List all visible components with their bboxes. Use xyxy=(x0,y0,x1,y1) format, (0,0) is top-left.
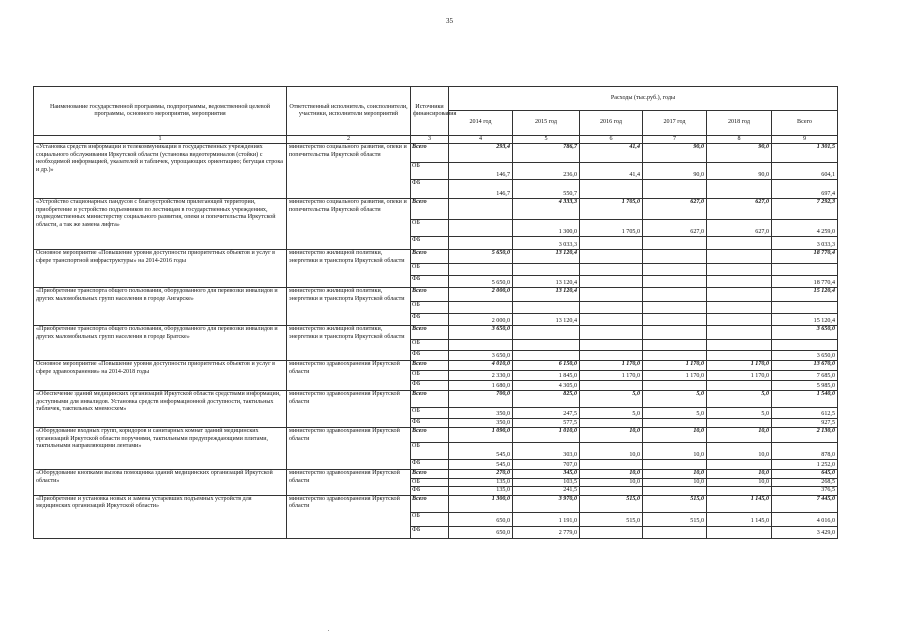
amount-cell: 135,0 xyxy=(449,478,513,486)
amount-cell: 1 845,0 xyxy=(513,371,580,381)
column-number: 9 xyxy=(772,136,838,144)
funding-source: ФБ xyxy=(411,314,449,326)
funding-source: Всего xyxy=(411,326,449,340)
amount-cell xyxy=(643,460,707,470)
amount-cell xyxy=(643,419,707,428)
amount-cell: 5 650,0 xyxy=(449,250,513,264)
expenditure-table xyxy=(33,86,838,539)
amount-cell xyxy=(643,326,707,340)
amount-cell: 350,0 xyxy=(449,408,513,419)
funding-source: ФБ xyxy=(411,526,449,538)
amount-cell: 41,4 xyxy=(580,163,643,180)
amount-cell: 90,0 xyxy=(643,163,707,180)
amount-cell xyxy=(643,340,707,351)
amount-cell: 550,7 xyxy=(513,180,580,199)
amount-cell xyxy=(580,460,643,470)
amount-cell xyxy=(707,460,772,470)
amount-cell: 3 033,3 xyxy=(513,237,580,250)
amount-cell: 1 252,0 xyxy=(772,460,838,470)
activity-name: «Приобретение транспорта общего пользования, оборудованного для перевозки инвалидов и других маломобильных групп населения в городе Братске» xyxy=(34,326,287,361)
amount-cell: 4 305,0 xyxy=(513,381,580,391)
amount-cell: 1 705,0 xyxy=(580,220,643,237)
amount-cell xyxy=(772,302,838,314)
activity-name: «Устройство стационарных пандусов с благоустройством прилегающей территории, приобретение и устройство подъемников по лестницам в государственных учреждениях, подведомственных министерству социального развития, опеки и попечительства Иркутской области, а так же замена лифта» xyxy=(34,199,287,250)
column-number: 1 xyxy=(34,136,287,144)
amount-cell xyxy=(449,340,513,351)
amount-cell xyxy=(580,326,643,340)
amount-cell: 786,7 xyxy=(513,144,580,163)
amount-cell: 15 120,4 xyxy=(772,288,838,302)
header-year: 2014 год xyxy=(449,111,513,136)
amount-cell xyxy=(707,314,772,326)
executor: министерство здравоохранения Иркутской области xyxy=(287,428,411,470)
amount-cell: 1 010,0 xyxy=(513,428,580,443)
amount-cell: 10,0 xyxy=(707,428,772,443)
amount-cell xyxy=(707,180,772,199)
amount-cell: 577,5 xyxy=(513,419,580,428)
executor: министерство здравоохранения Иркутской области xyxy=(287,470,411,495)
amount-cell: 7 685,0 xyxy=(772,371,838,381)
amount-cell xyxy=(513,302,580,314)
column-number: 5 xyxy=(513,136,580,144)
amount-cell xyxy=(449,220,513,237)
amount-cell: 10,0 xyxy=(580,478,643,486)
amount-cell xyxy=(449,264,513,276)
executor: министерство жилищной политики, энергетики и транспорта Иркутской области xyxy=(287,326,411,361)
amount-cell: 135,0 xyxy=(449,487,513,495)
amount-cell: 545,0 xyxy=(449,460,513,470)
page-number: 35 xyxy=(446,17,453,25)
amount-cell: 13 120,4 xyxy=(513,288,580,302)
amount-cell: 1 090,0 xyxy=(449,428,513,443)
amount-cell: 545,0 xyxy=(449,443,513,460)
table-row xyxy=(34,250,838,264)
header-name: Наименование государственной программы, подпрограммы, ведомственной целевой программы, основного мероприятия, мероприятия xyxy=(34,87,287,136)
header-year: 2015 год xyxy=(513,111,580,136)
amount-cell xyxy=(580,276,643,288)
amount-cell xyxy=(707,250,772,264)
executor: министерство социального развития, опеки и попечительства Иркутской области xyxy=(287,199,411,250)
amount-cell: 13 120,4 xyxy=(513,276,580,288)
amount-cell xyxy=(643,264,707,276)
funding-source: ФБ xyxy=(411,419,449,428)
header-executor: Ответственный исполнитель, соисполнители, участники, исполнители мероприятий xyxy=(287,87,411,136)
amount-cell xyxy=(580,340,643,351)
amount-cell xyxy=(513,351,580,361)
activity-name: «Обеспечение зданий медицинских организаций Иркутской области средствами информации, доступными для инвалидов. Установка средств информационной доступности, тактильных табличек, тактильных мнемосхем» xyxy=(34,391,287,428)
amount-cell: 7 292,3 xyxy=(772,199,838,220)
activity-name: «Приобретение и установка новых и замена устаревших подъемных устройств для медицинских организаций Иркутской области» xyxy=(34,495,287,538)
amount-cell xyxy=(580,288,643,302)
amount-cell: 1 170,0 xyxy=(580,371,643,381)
amount-cell: 6 150,0 xyxy=(513,361,580,371)
amount-cell: 515,0 xyxy=(643,495,707,512)
amount-cell xyxy=(580,250,643,264)
column-number: 8 xyxy=(707,136,772,144)
amount-cell xyxy=(707,302,772,314)
amount-cell: 10,0 xyxy=(643,478,707,486)
scan-speck xyxy=(328,630,329,631)
amount-cell: 3 650,0 xyxy=(772,326,838,340)
amount-cell: 18 770,4 xyxy=(772,276,838,288)
executor: министерство здравоохранения Иркутской области xyxy=(287,391,411,428)
amount-cell: 3 650,0 xyxy=(449,326,513,340)
amount-cell: 1 191,0 xyxy=(513,512,580,526)
amount-cell xyxy=(580,381,643,391)
amount-cell: 241,5 xyxy=(513,487,580,495)
amount-cell: 1 170,0 xyxy=(643,361,707,371)
funding-source: ОБ xyxy=(411,512,449,526)
header-year: 2018 год xyxy=(707,111,772,136)
amount-cell: 700,0 xyxy=(449,391,513,408)
amount-cell xyxy=(580,180,643,199)
amount-cell: 604,1 xyxy=(772,163,838,180)
amount-cell: 13 670,0 xyxy=(772,361,838,371)
table-row xyxy=(34,428,838,443)
amount-cell: 376,5 xyxy=(772,487,838,495)
amount-cell xyxy=(707,340,772,351)
amount-cell xyxy=(643,237,707,250)
amount-cell: 10,0 xyxy=(643,443,707,460)
amount-cell: 10,0 xyxy=(580,443,643,460)
funding-source: ОБ xyxy=(411,163,449,180)
amount-cell: 10,0 xyxy=(707,478,772,486)
amount-cell: 10,0 xyxy=(580,428,643,443)
funding-source: ФБ xyxy=(411,276,449,288)
amount-cell: 5,0 xyxy=(707,408,772,419)
amount-cell xyxy=(643,487,707,495)
amount-cell: 2 779,0 xyxy=(513,526,580,538)
amount-cell xyxy=(513,340,580,351)
executor: министерство жилищной политики, энергетики и транспорта Иркутской области xyxy=(287,288,411,326)
amount-cell: 650,0 xyxy=(449,512,513,526)
amount-cell xyxy=(580,302,643,314)
header-expenses: Расходы (тыс.руб.), годы xyxy=(449,87,838,111)
amount-cell: 515,0 xyxy=(643,512,707,526)
header-year: 2017 год xyxy=(643,111,707,136)
column-number: 6 xyxy=(580,136,643,144)
amount-cell xyxy=(707,419,772,428)
funding-source: ФБ xyxy=(411,460,449,470)
amount-cell: 1 170,0 xyxy=(707,371,772,381)
funding-source: ФБ xyxy=(411,237,449,250)
executor: министерство социального развития, опеки и попечительства Иркутской области xyxy=(287,144,411,199)
amount-cell: 5,0 xyxy=(707,391,772,408)
amount-cell: 5,0 xyxy=(643,391,707,408)
amount-cell: 5 650,0 xyxy=(449,276,513,288)
header-source: Источники финансирования xyxy=(411,87,449,136)
amount-cell: 4 016,0 xyxy=(772,512,838,526)
amount-cell: 1 170,0 xyxy=(580,361,643,371)
table-row xyxy=(34,144,838,163)
activity-name: «Установка средств информации и телекоммуникации в государственных учреждениях социального обслуживания Иркутской области (установка видеотерминалов (стойки) с необходимой информацией, указателей и табличек, упрощающих ориентацию; бегущая строка и др.)» xyxy=(34,144,287,199)
executor: министерство жилищной политики, энергетики и транспорта Иркутской области xyxy=(287,250,411,288)
amount-cell: 5,0 xyxy=(580,408,643,419)
executor: министерство здравоохранения Иркутской области xyxy=(287,495,411,538)
amount-cell: 627,0 xyxy=(643,199,707,220)
amount-cell: 7 445,0 xyxy=(772,495,838,512)
table-row xyxy=(34,495,838,512)
header-year: 2016 год xyxy=(580,111,643,136)
amount-cell xyxy=(643,381,707,391)
amount-cell: 236,0 xyxy=(513,163,580,180)
amount-cell xyxy=(707,381,772,391)
header-year: Всего xyxy=(772,111,838,136)
amount-cell: 10,0 xyxy=(707,443,772,460)
amount-cell: 18 770,4 xyxy=(772,250,838,264)
funding-source: Всего xyxy=(411,144,449,163)
funding-source: ОБ xyxy=(411,302,449,314)
amount-cell: 627,0 xyxy=(707,199,772,220)
amount-cell: 4 010,0 xyxy=(449,361,513,371)
amount-cell: 2 000,0 xyxy=(449,314,513,326)
amount-cell: 4 259,0 xyxy=(772,220,838,237)
activity-name: «Оборудование кнопками вызова помощника зданий медицинских организаций Иркутской области» xyxy=(34,470,287,495)
amount-cell: 1 680,0 xyxy=(449,381,513,391)
amount-cell: 10,0 xyxy=(707,470,772,478)
funding-source: ОБ xyxy=(411,264,449,276)
amount-cell: 4 333,3 xyxy=(513,199,580,220)
amount-cell: 350,0 xyxy=(449,419,513,428)
funding-source: ОБ xyxy=(411,408,449,419)
amount-cell xyxy=(707,351,772,361)
amount-cell: 515,0 xyxy=(580,495,643,512)
amount-cell xyxy=(643,351,707,361)
amount-cell xyxy=(772,340,838,351)
activity-name: «Оборудование входных групп, коридоров и санитарных комнат зданий медицинских организаций Иркутской области поручнями, тактильными предупреждающими плитами, тактильными направляющими лентами» xyxy=(34,428,287,470)
amount-cell xyxy=(643,526,707,538)
amount-cell: 2 330,0 xyxy=(449,371,513,381)
funding-source: Всего xyxy=(411,199,449,220)
amount-cell: 3 429,0 xyxy=(772,526,838,538)
amount-cell: 1 145,0 xyxy=(707,512,772,526)
amount-cell xyxy=(643,250,707,264)
amount-cell xyxy=(772,264,838,276)
amount-cell: 650,0 xyxy=(449,526,513,538)
amount-cell: 3 650,0 xyxy=(449,351,513,361)
amount-cell: 1 145,0 xyxy=(707,495,772,512)
amount-cell: 13 120,4 xyxy=(513,250,580,264)
amount-cell: 146,7 xyxy=(449,163,513,180)
amount-cell xyxy=(643,302,707,314)
table-row xyxy=(34,361,838,371)
amount-cell: 268,5 xyxy=(772,478,838,486)
table-row xyxy=(34,199,838,220)
amount-cell: 707,0 xyxy=(513,460,580,470)
amount-cell: 3 970,0 xyxy=(513,495,580,512)
amount-cell: 3 033,3 xyxy=(772,237,838,250)
amount-cell: 10,0 xyxy=(643,428,707,443)
table-row xyxy=(34,288,838,302)
amount-cell xyxy=(449,237,513,250)
amount-cell: 345,0 xyxy=(513,470,580,478)
amount-cell xyxy=(513,264,580,276)
funding-source: ОБ xyxy=(411,443,449,460)
funding-source: ОБ xyxy=(411,478,449,486)
amount-cell: 10,0 xyxy=(643,470,707,478)
amount-cell: 90,0 xyxy=(707,144,772,163)
amount-cell xyxy=(643,180,707,199)
amount-cell xyxy=(707,264,772,276)
amount-cell xyxy=(580,487,643,495)
amount-cell: 303,0 xyxy=(513,443,580,460)
amount-cell xyxy=(449,199,513,220)
amount-cell xyxy=(580,351,643,361)
amount-cell xyxy=(513,326,580,340)
amount-cell xyxy=(707,326,772,340)
funding-source: Всего xyxy=(411,288,449,302)
amount-cell: 627,0 xyxy=(707,220,772,237)
amount-cell: 5,0 xyxy=(580,391,643,408)
activity-name: «Приобретение транспорта общего пользования, оборудованного для перевозки инвалидов и других маломобильных групп населения в городе Ангарске» xyxy=(34,288,287,326)
funding-source: ОБ xyxy=(411,371,449,381)
funding-source: Всего xyxy=(411,428,449,443)
activity-name: Основное мероприятие «Повышение уровня доступности приоритетных объектов и услуг в сфере транспортной инфраструктуры» на 2014-2016 годы xyxy=(34,250,287,288)
amount-cell: 13 120,4 xyxy=(513,314,580,326)
amount-cell: 146,7 xyxy=(449,180,513,199)
amount-cell xyxy=(707,276,772,288)
amount-cell: 1 705,0 xyxy=(580,199,643,220)
amount-cell: 3 650,0 xyxy=(772,351,838,361)
amount-cell xyxy=(449,302,513,314)
column-number: 2 xyxy=(287,136,411,144)
amount-cell: 41,4 xyxy=(580,144,643,163)
funding-source: ОБ xyxy=(411,220,449,237)
funding-source: Всего xyxy=(411,470,449,478)
amount-cell: 1 170,0 xyxy=(707,361,772,371)
column-number: 3 xyxy=(411,136,449,144)
amount-cell: 1 540,0 xyxy=(772,391,838,408)
amount-cell: 15 120,4 xyxy=(772,314,838,326)
column-number: 7 xyxy=(643,136,707,144)
amount-cell: 247,5 xyxy=(513,408,580,419)
amount-cell xyxy=(580,419,643,428)
amount-cell: 2 000,0 xyxy=(449,288,513,302)
amount-cell: 612,5 xyxy=(772,408,838,419)
amount-cell: 825,0 xyxy=(513,391,580,408)
amount-cell: 10,0 xyxy=(580,470,643,478)
amount-cell: 5,0 xyxy=(643,408,707,419)
amount-cell xyxy=(707,288,772,302)
table-row xyxy=(34,470,838,478)
executor: министерство здравоохранения Иркутской области xyxy=(287,361,411,391)
amount-cell xyxy=(580,264,643,276)
amount-cell: 1 301,5 xyxy=(772,144,838,163)
amount-cell: 90,0 xyxy=(643,144,707,163)
amount-cell: 90,0 xyxy=(707,163,772,180)
amount-cell xyxy=(643,288,707,302)
amount-cell: 103,5 xyxy=(513,478,580,486)
amount-cell: 645,0 xyxy=(772,470,838,478)
table-row xyxy=(34,326,838,340)
funding-source: ФБ xyxy=(411,381,449,391)
amount-cell xyxy=(707,237,772,250)
funding-source: ФБ xyxy=(411,487,449,495)
amount-cell: 1 300,0 xyxy=(449,495,513,512)
amount-cell xyxy=(643,314,707,326)
funding-source: ФБ xyxy=(411,180,449,199)
table-row xyxy=(34,391,838,408)
amount-cell xyxy=(580,314,643,326)
amount-cell: 1 300,0 xyxy=(513,220,580,237)
funding-source: ФБ xyxy=(411,351,449,361)
funding-source: Всего xyxy=(411,391,449,408)
column-number: 4 xyxy=(449,136,513,144)
funding-source: Всего xyxy=(411,361,449,371)
amount-cell xyxy=(707,487,772,495)
amount-cell xyxy=(643,276,707,288)
amount-cell: 270,0 xyxy=(449,470,513,478)
amount-cell: 697,4 xyxy=(772,180,838,199)
amount-cell: 627,0 xyxy=(643,220,707,237)
amount-cell xyxy=(707,526,772,538)
activity-name: Основное мероприятие «Повышение уровня доступности приоритетных объектов и услуг в сфере здравоохранения» на 2014-2018 годы xyxy=(34,361,287,391)
amount-cell: 293,4 xyxy=(449,144,513,163)
funding-source: ОБ xyxy=(411,340,449,351)
funding-source: Всего xyxy=(411,495,449,512)
amount-cell: 1 170,0 xyxy=(643,371,707,381)
amount-cell xyxy=(580,526,643,538)
amount-cell xyxy=(580,237,643,250)
amount-cell: 5 985,0 xyxy=(772,381,838,391)
amount-cell: 878,0 xyxy=(772,443,838,460)
amount-cell: 2 130,0 xyxy=(772,428,838,443)
funding-source: Всего xyxy=(411,250,449,264)
amount-cell: 515,0 xyxy=(580,512,643,526)
amount-cell: 927,5 xyxy=(772,419,838,428)
